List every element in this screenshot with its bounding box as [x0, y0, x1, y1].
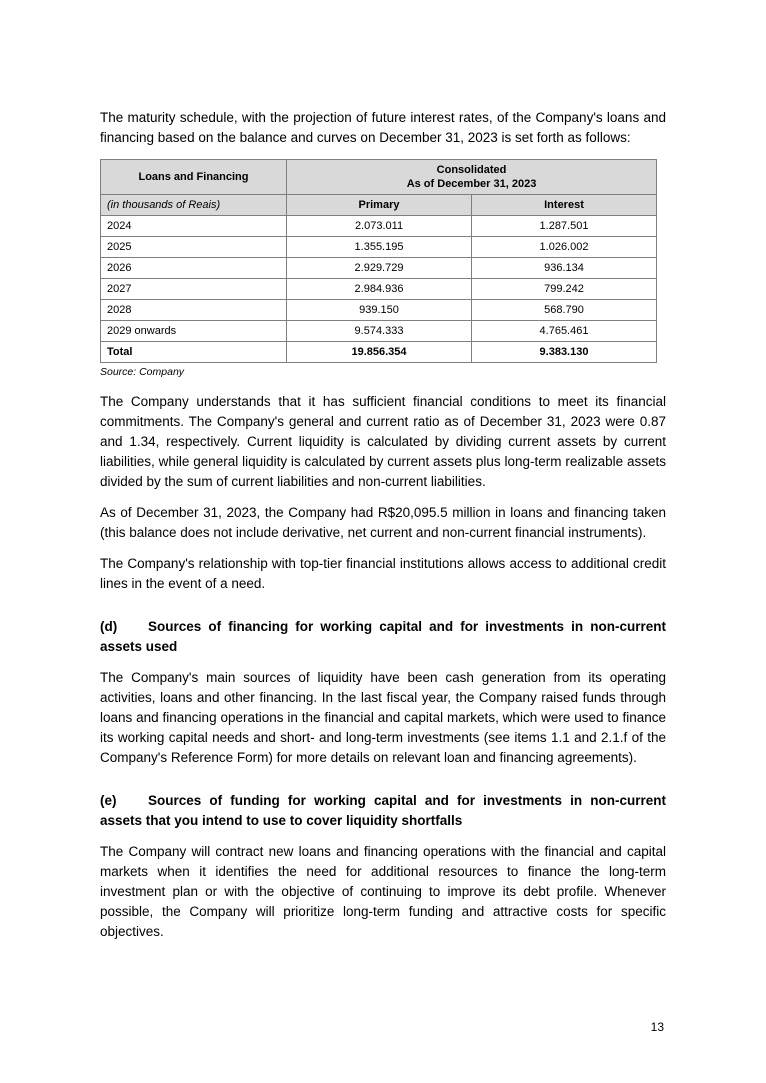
- year-cell: 2029 onwards: [101, 321, 287, 342]
- paragraph-credit-lines: The Company's relationship with top-tier financial institutions allows access to additional credit lines in the event of a need.: [100, 556, 666, 591]
- table-source-note: Source: Company: [100, 366, 185, 378]
- year-cell: 2028: [101, 300, 287, 321]
- section-e-label: (e): [100, 793, 117, 808]
- paragraph-loans-balance: As of December 31, 2023, the Company had R$20,095.5 million in loans and financing taken (this balance does not include derivative, net current and non-current financial instruments).: [100, 505, 666, 540]
- section-d-label: (d): [100, 619, 118, 634]
- interest-cell: 799.242: [472, 279, 657, 300]
- header-consolidated: [287, 160, 657, 195]
- page-content: [100, 108, 666, 953]
- primary-cell: 9.574.333: [287, 321, 472, 342]
- intro-paragraph: The maturity schedule, with the projection of future interest rates, of the Company's loans and financing based on the balance and curves on December 31, 2023 is set forth as follows:: [100, 110, 666, 145]
- interest-cell: 4.765.461: [472, 321, 657, 342]
- table-subheader-row: [101, 195, 657, 216]
- interest-cell: 1.026.002: [472, 237, 657, 258]
- paragraph-financial-conditions: The Company understands that it has sufficient financial conditions to meet its financial commitments. The Company's general and current ratio as of December 31, 2023 were 0.87 and 1.34, respectively. Current liquidity is calculated by dividing current assets by current liabilities, while general liquidity is calculated by current assets plus long-term realizable assets divided by the sum of current liabilities and non-current liabilities.: [100, 394, 666, 489]
- section-e-title: Sources of funding for working capital and for investments in non-current assets that you intend to use to cover liquidity shortfalls: [100, 793, 666, 828]
- subheader-units: (in thousands of Reais): [101, 195, 287, 216]
- primary-cell: 1.355.195: [287, 237, 472, 258]
- table-row: [101, 300, 657, 321]
- section-d-title: Sources of financing for working capital and for investments in non-current assets used: [100, 619, 666, 654]
- total-label-cell: Total: [101, 342, 287, 363]
- table-row: [101, 216, 657, 237]
- header-consolidated-line1: Consolidated: [436, 164, 507, 176]
- year-cell: 2027: [101, 279, 287, 300]
- total-primary-cell: 19.856.354: [287, 342, 472, 363]
- interest-cell: 936.134: [472, 258, 657, 279]
- section-d-heading: [100, 617, 666, 657]
- year-cell: 2026: [101, 258, 287, 279]
- table-row: [101, 258, 657, 279]
- primary-cell: 2.929.729: [287, 258, 472, 279]
- header-loans-and-financing: Loans and Financing: [101, 160, 287, 195]
- subheader-interest: Interest: [472, 195, 657, 216]
- table-total-row: [101, 342, 657, 363]
- primary-cell: 2.073.011: [287, 216, 472, 237]
- table-row: [101, 279, 657, 300]
- page-number: 13: [650, 1020, 664, 1034]
- year-cell: 2024: [101, 216, 287, 237]
- table-row: [101, 321, 657, 342]
- section-d-body: The Company's main sources of liquidity have been cash generation from its operating activities, loans and other financing. In the last fiscal year, the Company raised funds through loans and financing operations in the financial and capital markets, which were used to finance its working capital needs and short- and long-term investments (see items 1.1 and 2.1.f of the Company's Reference Form) for more details on relevant loan and financing agreements).: [100, 670, 666, 765]
- interest-cell: 568.790: [472, 300, 657, 321]
- section-e-body: The Company will contract new loans and financing operations with the financial and capital markets when it identifies the need for additional resources to finance the long-term investment plan or with the objective of continuing to improve its debt profile. Whenever possible, the Company will prioritize long-term funding and attractive costs for specific objectives.: [100, 844, 666, 939]
- section-e-heading: [100, 791, 666, 831]
- interest-cell: 1.287.501: [472, 216, 657, 237]
- table-header-row: [101, 160, 657, 195]
- primary-cell: 939.150: [287, 300, 472, 321]
- total-interest-cell: 9.383.130: [472, 342, 657, 363]
- loans-financing-table: [100, 159, 657, 363]
- header-consolidated-line2: As of December 31, 2023: [406, 178, 537, 190]
- subheader-primary: Primary: [287, 195, 472, 216]
- year-cell: 2025: [101, 237, 287, 258]
- table-row: [101, 237, 657, 258]
- primary-cell: 2.984.936: [287, 279, 472, 300]
